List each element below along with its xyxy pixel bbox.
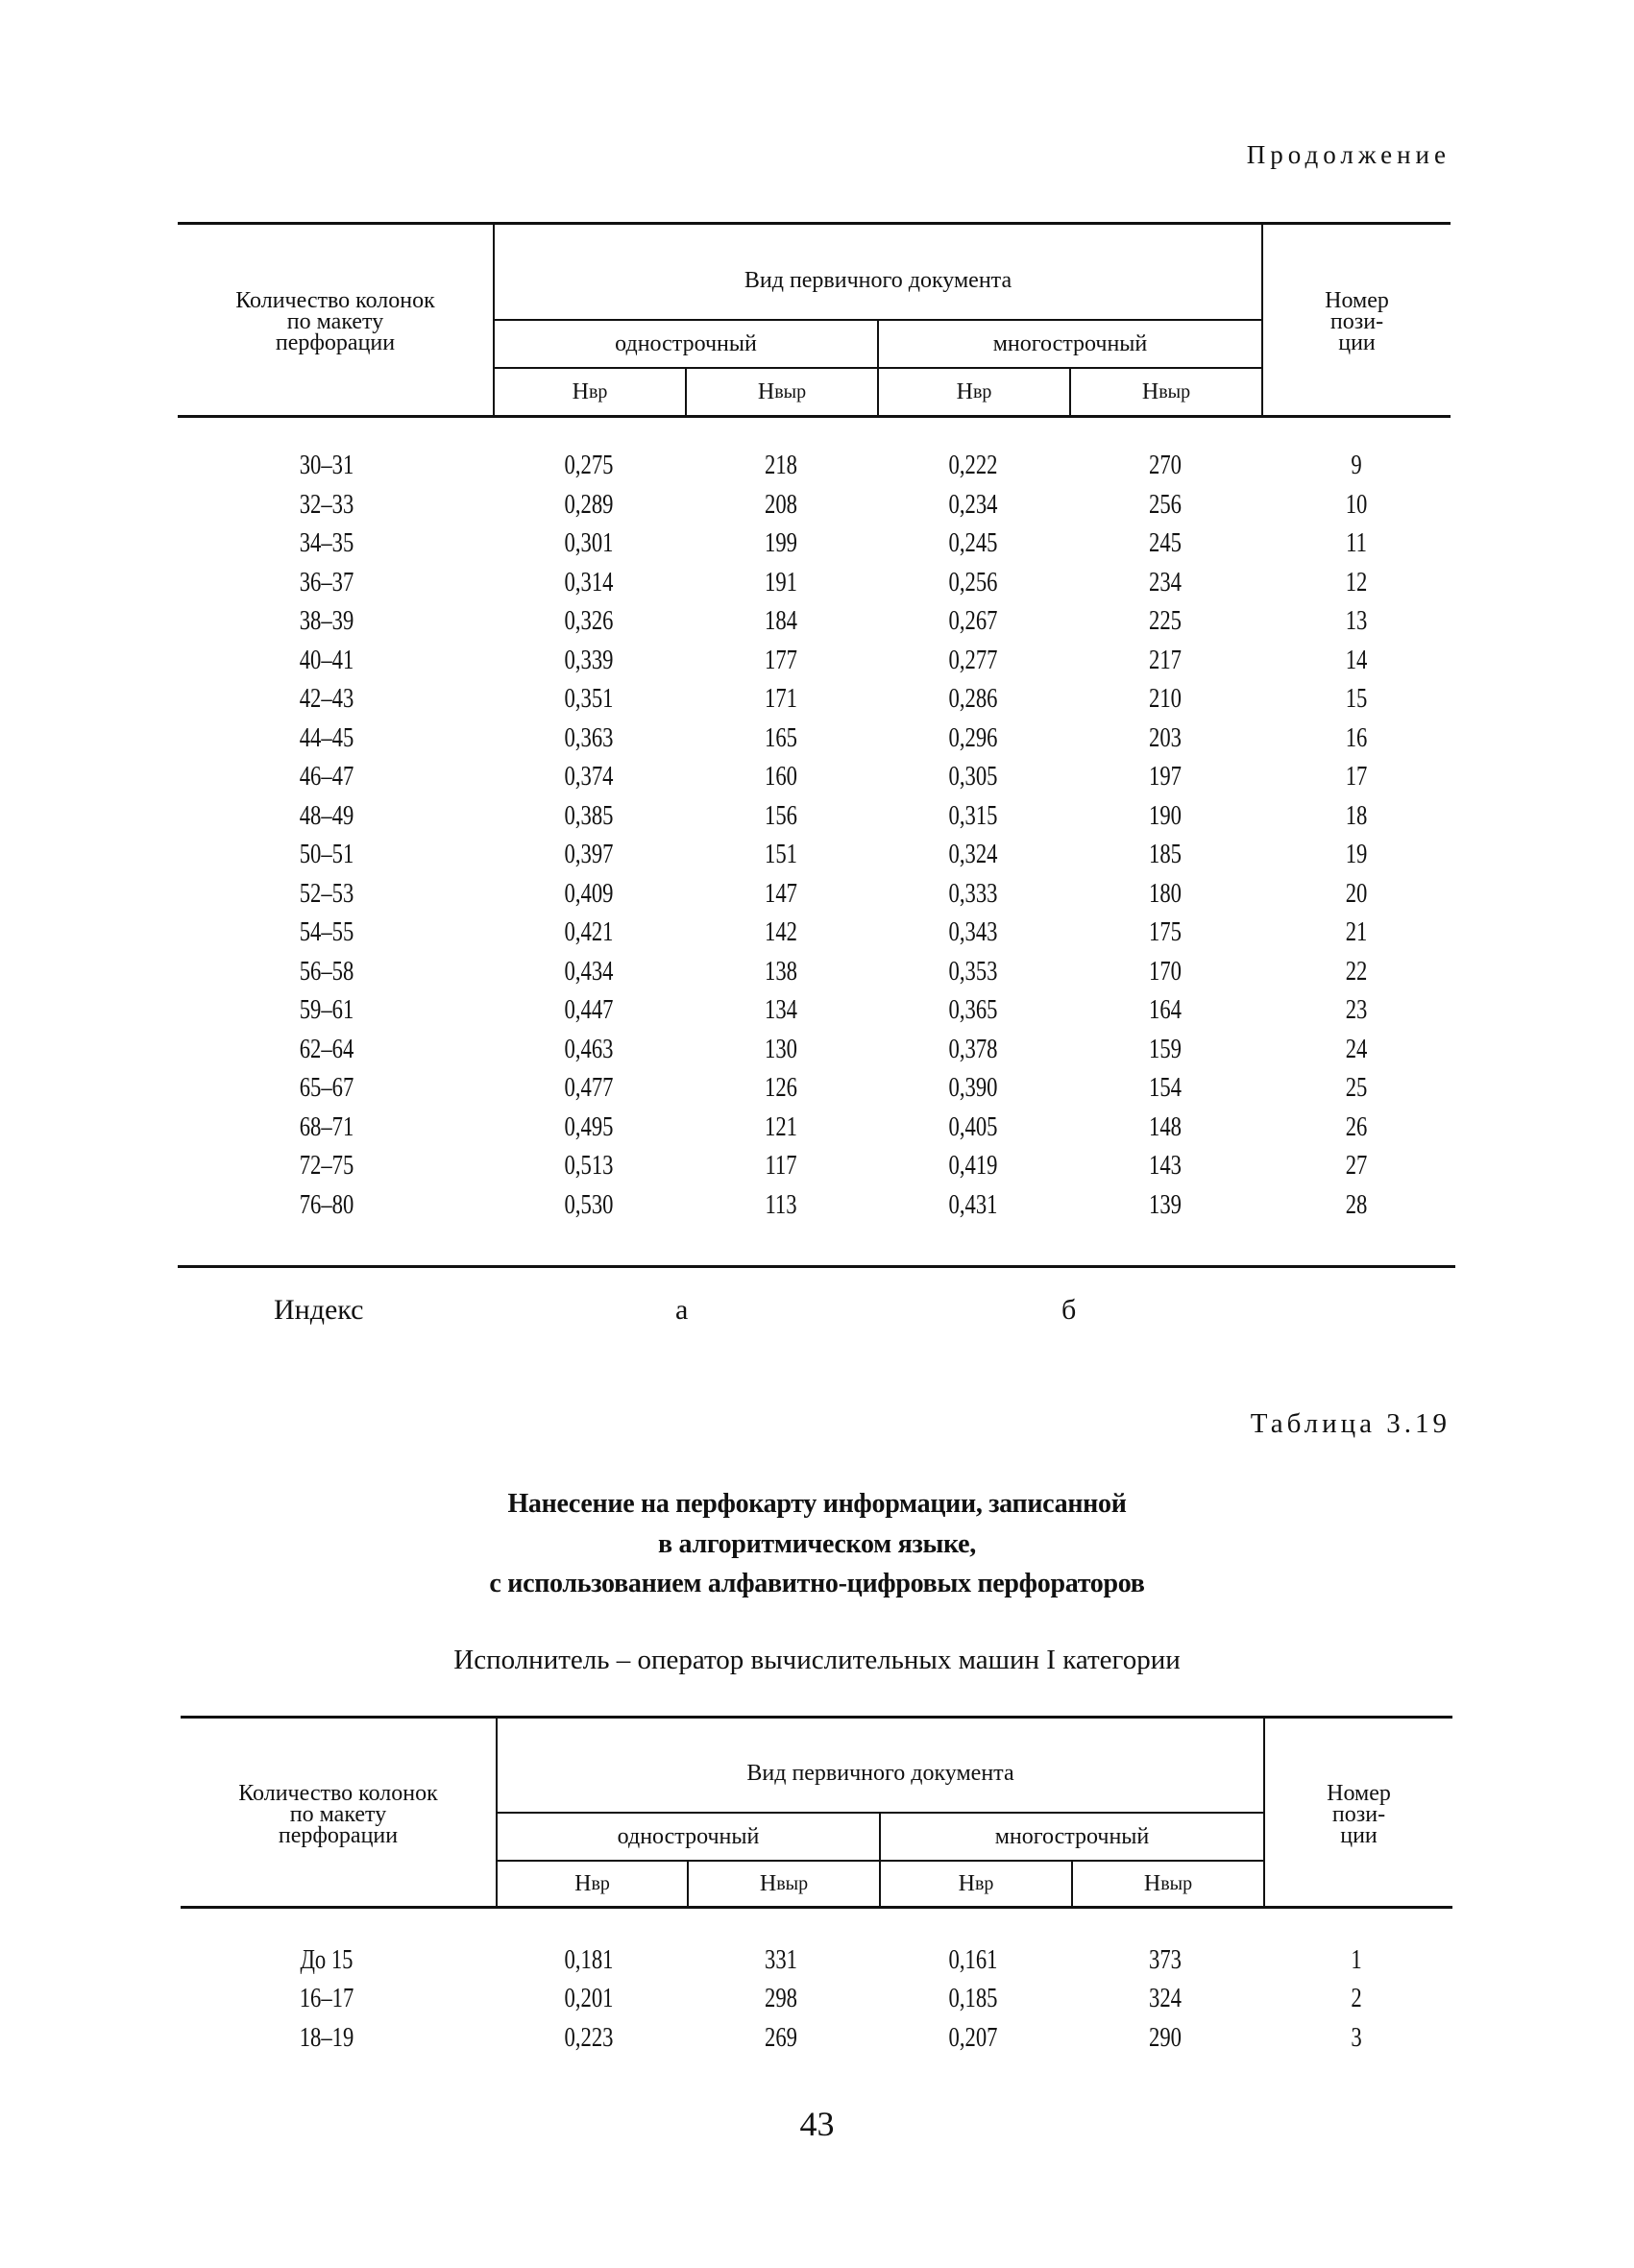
cell-h-vyr-multi: 154 (1149, 1072, 1182, 1103)
cell-column-count: 68–71 (299, 1110, 354, 1142)
cell-column-count: 32–33 (299, 488, 354, 520)
cell-h-vyr-single: 184 (765, 605, 797, 636)
cell-h-vyr-multi: 217 (1149, 644, 1182, 675)
cell-position-number: 14 (1345, 644, 1368, 675)
cell-h-vr-single: 0,409 (564, 877, 614, 909)
cell-h-vyr-single: 147 (765, 877, 797, 909)
cell-h-vyr-single: 151 (765, 839, 797, 869)
cell-position-number: 13 (1345, 605, 1368, 636)
cell-h-vr-single: 0,351 (564, 683, 614, 714)
cell-h-vyr-single: 199 (765, 527, 797, 558)
header-h-vr-2: Н вр (956, 379, 992, 404)
cell-h-vr-single: 0,339 (564, 644, 614, 675)
cell-h-vr-single: 0,530 (564, 1188, 614, 1220)
cell-position-number: 28 (1345, 1188, 1368, 1220)
cell-column-count: 30–31 (299, 450, 354, 480)
page-number: 43 (799, 2105, 835, 2143)
cell-h-vyr-multi: 190 (1149, 799, 1182, 831)
cell-column-count: 42–43 (299, 683, 354, 714)
cell-h-vyr-multi: 185 (1149, 839, 1182, 869)
cell-h-vr-multi: 0,353 (948, 955, 998, 987)
cell-column-count: 38–39 (299, 605, 354, 636)
cell-h-vyr-single: 138 (765, 955, 797, 987)
cell-h-vr-single: 0,434 (564, 955, 614, 987)
cell-h-vyr-single: 130 (765, 1033, 797, 1064)
cell-h-vr-single: 0,495 (564, 1110, 614, 1142)
cell-h-vyr-single: 165 (765, 721, 797, 753)
cell-position-number: 19 (1345, 839, 1368, 869)
header-column-count: Количество колонок по макету перфорации (235, 288, 435, 355)
cell-column-count: 48–49 (299, 799, 354, 831)
cell-h-vr-single: 0,301 (564, 527, 614, 558)
cell-column-count: 62–64 (299, 1033, 354, 1064)
cell-h-vr-multi: 0,365 (948, 994, 998, 1025)
table-number: Таблица 3.19 (1250, 1408, 1451, 1439)
cell-h-vr-multi: 0,390 (948, 1072, 998, 1103)
cell-h-vr-single: 0,477 (564, 1072, 614, 1103)
cell-h-vr-single: 0,513 (564, 1150, 614, 1181)
index-label: Индекс (274, 1294, 364, 1326)
cell-h-vyr-multi: 203 (1149, 721, 1182, 753)
header-single-line: однострочный (615, 331, 757, 356)
header-multi-line: многострочный (992, 331, 1148, 356)
cell-h-vr-multi: 0,277 (948, 644, 998, 675)
cell-h-vr-single: 0,374 (564, 761, 614, 792)
header-column-count: Количество колонок по макету перфорации (238, 1781, 438, 1848)
cell-h-vr-single: 0,421 (564, 916, 614, 947)
cell-h-vyr-multi: 148 (1149, 1110, 1182, 1142)
cell-h-vr-multi: 0,343 (948, 916, 998, 947)
cell-h-vr-single: 0,223 (564, 2021, 614, 2053)
cell-h-vr-multi: 0,324 (948, 839, 998, 869)
cell-h-vr-multi: 0,333 (948, 877, 998, 909)
cell-h-vyr-multi: 210 (1149, 683, 1182, 714)
cell-h-vr-multi: 0,305 (948, 761, 998, 792)
cell-position-number: 3 (1351, 2021, 1362, 2053)
cell-h-vr-multi: 0,185 (948, 1983, 998, 2014)
cell-h-vyr-multi: 159 (1149, 1033, 1182, 1064)
cell-h-vr-multi: 0,296 (948, 721, 998, 753)
cell-h-vr-single: 0,397 (564, 839, 614, 869)
cell-column-count: 50–51 (299, 839, 354, 869)
table1-header-bottom-rule (178, 415, 1451, 418)
cell-h-vr-single: 0,201 (564, 1983, 614, 2014)
cell-position-number: 23 (1345, 994, 1368, 1025)
cell-h-vr-multi: 0,419 (948, 1150, 998, 1181)
cell-h-vr-multi: 0,378 (948, 1033, 998, 1064)
cell-h-vr-multi: 0,315 (948, 799, 998, 831)
table1-top-rule (178, 222, 1451, 225)
header-h-vyr-2: Н выр (1141, 379, 1191, 404)
cell-h-vyr-single: 117 (765, 1150, 797, 1181)
cell-column-count: 76–80 (299, 1188, 354, 1220)
cell-h-vyr-multi: 256 (1149, 488, 1182, 520)
header-doc-type: Вид первичного документа (744, 268, 1012, 293)
cell-h-vr-single: 0,363 (564, 721, 614, 753)
cell-h-vr-single: 0,314 (564, 566, 614, 597)
cell-position-number: 27 (1345, 1150, 1368, 1181)
cell-h-vr-single: 0,181 (564, 1944, 614, 1975)
header-h-vr-2: Н вр (958, 1871, 994, 1896)
header-position-number: Номер пози- ции (1325, 288, 1389, 355)
cell-column-count: 18–19 (299, 2021, 354, 2053)
cell-column-count: 72–75 (299, 1150, 354, 1181)
cell-h-vyr-single: 298 (765, 1983, 797, 2014)
cell-h-vr-multi: 0,222 (948, 450, 998, 480)
cell-h-vyr-single: 171 (765, 683, 797, 714)
cell-h-vr-multi: 0,431 (948, 1188, 998, 1220)
cell-h-vyr-single: 134 (765, 994, 797, 1025)
header-position-number: Номер пози- ции (1327, 1781, 1391, 1848)
cell-h-vr-multi: 0,405 (948, 1110, 998, 1142)
cell-h-vyr-single: 218 (765, 450, 797, 480)
cell-column-count: 52–53 (299, 877, 354, 909)
cell-position-number: 21 (1345, 916, 1368, 947)
cell-h-vr-single: 0,385 (564, 799, 614, 831)
executor-line: Исполнитель – оператор вычислительных машин I категории (453, 1645, 1181, 1675)
header-h-vr-1: Н вр (572, 379, 608, 404)
cell-position-number: 20 (1345, 877, 1368, 909)
header-h-vr-1: Н вр (574, 1871, 610, 1896)
cell-h-vyr-multi: 143 (1149, 1150, 1182, 1181)
cell-h-vyr-multi: 270 (1149, 450, 1182, 480)
cell-h-vr-single: 0,447 (564, 994, 614, 1025)
table-title-line-2: в алгоритмическом языке, (658, 1529, 976, 1559)
cell-h-vyr-single: 142 (765, 916, 797, 947)
cell-position-number: 25 (1345, 1072, 1368, 1103)
cell-h-vr-single: 0,289 (564, 488, 614, 520)
cell-h-vr-multi: 0,256 (948, 566, 998, 597)
header-h-vyr-1: Н выр (757, 379, 807, 404)
header-multi-line: многострочный (994, 1824, 1150, 1849)
cell-h-vr-multi: 0,267 (948, 605, 998, 636)
header-h-vyr-1: Н выр (759, 1871, 809, 1896)
cell-h-vyr-single: 177 (765, 644, 797, 675)
cell-h-vyr-single: 156 (765, 799, 797, 831)
cell-column-count: 40–41 (299, 644, 354, 675)
table-title-line-3: с использованием алфавитно-цифровых перфораторов (489, 1569, 1145, 1598)
cell-h-vyr-single: 126 (765, 1072, 797, 1103)
cell-h-vyr-single: 331 (765, 1944, 797, 1975)
cell-h-vyr-multi: 197 (1149, 761, 1182, 792)
table1-bottom-rule (178, 1265, 1455, 1268)
cell-position-number: 2 (1351, 1983, 1362, 2014)
cell-h-vyr-multi: 175 (1149, 916, 1182, 947)
cell-column-count: 59–61 (299, 994, 354, 1025)
cell-h-vr-multi: 0,286 (948, 683, 998, 714)
cell-column-count: 16–17 (299, 1983, 354, 2014)
cell-position-number: 18 (1345, 799, 1368, 831)
header-single-line: однострочный (617, 1824, 760, 1849)
cell-h-vyr-multi: 373 (1149, 1944, 1182, 1975)
cell-column-count: 65–67 (299, 1072, 354, 1103)
cell-h-vyr-multi: 245 (1149, 527, 1182, 558)
cell-h-vr-multi: 0,234 (948, 488, 998, 520)
cell-h-vr-single: 0,326 (564, 605, 614, 636)
table-title-line-1: Нанесение на перфокарту информации, записанной (507, 1489, 1127, 1519)
cell-position-number: 11 (1346, 527, 1367, 558)
table2-top-rule (181, 1716, 1452, 1719)
cell-h-vyr-multi: 180 (1149, 877, 1182, 909)
cell-position-number: 26 (1345, 1110, 1368, 1142)
header-h-vyr-2: Н выр (1143, 1871, 1193, 1896)
cell-column-count: 44–45 (299, 721, 354, 753)
cell-position-number: 22 (1345, 955, 1368, 987)
cell-h-vyr-single: 191 (765, 566, 797, 597)
cell-h-vr-single: 0,275 (564, 450, 614, 480)
cell-h-vyr-multi: 290 (1149, 2021, 1182, 2053)
cell-position-number: 12 (1345, 566, 1368, 597)
index-b: б (1061, 1294, 1077, 1326)
cell-position-number: 1 (1351, 1944, 1362, 1975)
cell-column-count: 56–58 (299, 955, 354, 987)
cell-h-vyr-single: 269 (765, 2021, 797, 2053)
cell-h-vr-single: 0,463 (564, 1033, 614, 1064)
cell-h-vyr-multi: 170 (1149, 955, 1182, 987)
cell-column-count: 34–35 (299, 527, 354, 558)
index-a: а (675, 1294, 689, 1326)
table2-header-bottom-rule (181, 1906, 1452, 1909)
cell-h-vyr-single: 160 (765, 761, 797, 792)
cell-h-vr-multi: 0,207 (948, 2021, 998, 2053)
cell-position-number: 10 (1345, 488, 1368, 520)
cell-column-count: 54–55 (299, 916, 354, 947)
cell-h-vr-multi: 0,161 (948, 1944, 998, 1975)
cell-h-vyr-multi: 234 (1149, 566, 1182, 597)
cell-position-number: 16 (1345, 721, 1368, 753)
continuation-label: Продолжение (1246, 140, 1451, 169)
cell-position-number: 9 (1351, 450, 1362, 480)
cell-h-vr-multi: 0,245 (948, 527, 998, 558)
header-doc-type: Вид первичного документа (746, 1761, 1014, 1786)
cell-h-vyr-multi: 225 (1149, 605, 1182, 636)
cell-position-number: 24 (1345, 1033, 1368, 1064)
cell-h-vyr-multi: 164 (1149, 994, 1182, 1025)
cell-h-vyr-multi: 324 (1149, 1983, 1182, 2014)
cell-h-vyr-single: 113 (765, 1188, 797, 1220)
cell-column-count: До 15 (300, 1944, 354, 1975)
cell-position-number: 15 (1345, 683, 1368, 714)
cell-h-vyr-single: 121 (765, 1110, 797, 1142)
cell-column-count: 36–37 (299, 566, 354, 597)
cell-position-number: 17 (1345, 761, 1368, 792)
cell-column-count: 46–47 (299, 761, 354, 792)
cell-h-vyr-multi: 139 (1149, 1188, 1182, 1220)
cell-h-vyr-single: 208 (765, 488, 797, 520)
